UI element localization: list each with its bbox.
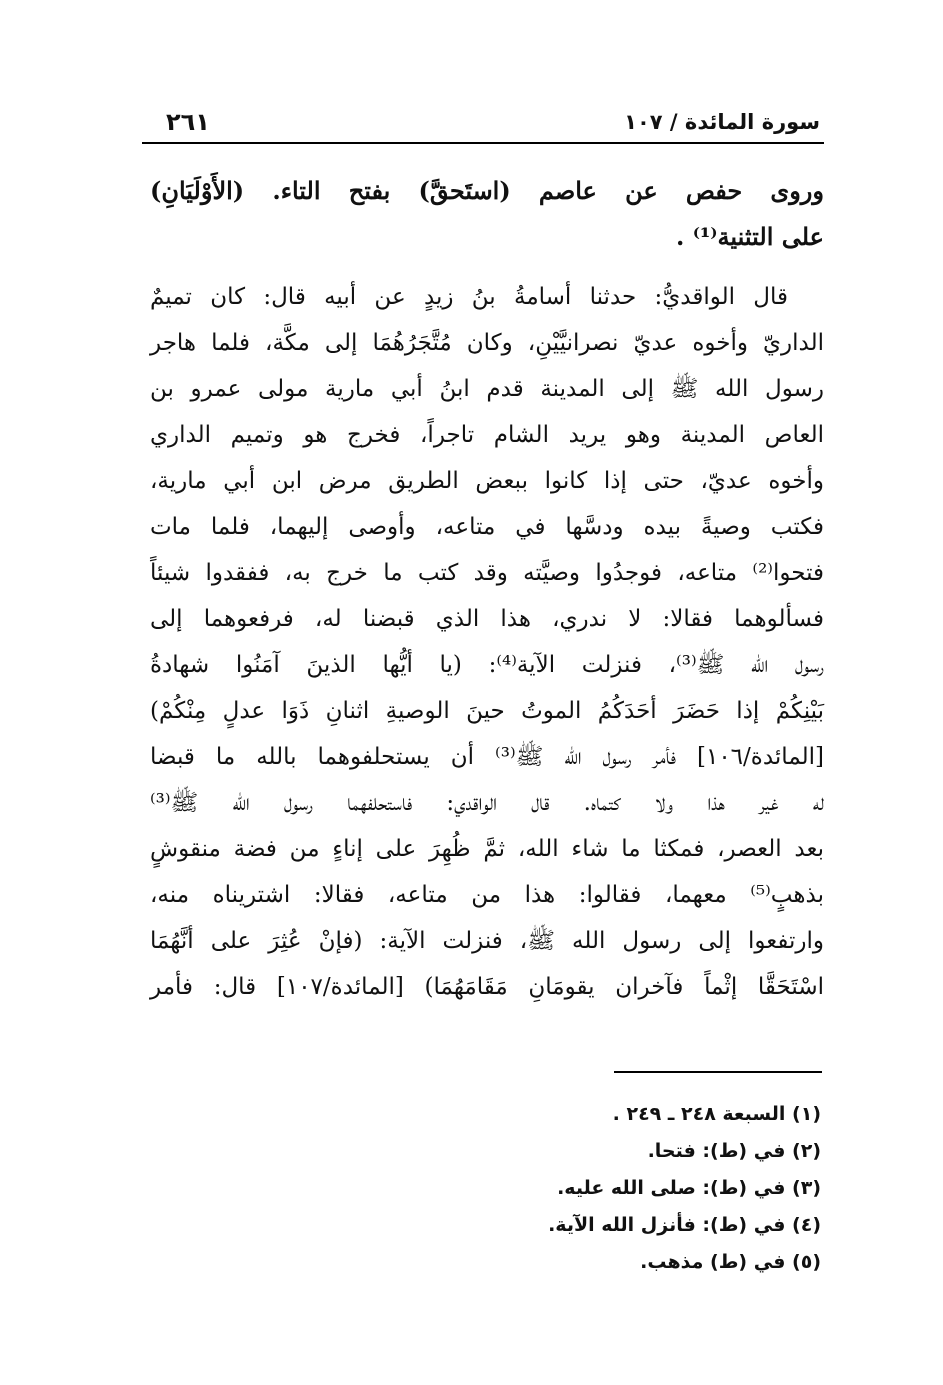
text-line: الداريّ وأخوه عديّ نصرانيَّيْنِ، وكان مُتَّجَرُهُمَا إلى مكَّة، فلما هاجر [150, 330, 824, 356]
text-line: اسْتَحَقَّا إثْماً فآخران يقومَانِ مَقَامَهُمَا) [المائدة/١٠٧] قال: فأمر [150, 974, 824, 1000]
main-text [150, 168, 824, 1010]
running-head: سورة المائدة / ١٠٧ [624, 110, 820, 134]
text-line: له غير هذا ولا كتماه. قال الواقدي: فاستحلفهما رسول الله ﷺ⁽³⁾ [150, 790, 824, 816]
footnote-separator [614, 1071, 822, 1073]
text-line: وروى حفص عن عاصم (استَحقَّ) بفتح التاء. (الأَوْلَيَانِ) [150, 176, 824, 205]
text-line: فتحوا⁽²⁾ متاعه، فوجدُوا وصيَّته وقد كتب ما خرج به، ففقدوا شيئاً [150, 560, 824, 586]
text-line: فسألوهما فقالا: لا ندري، هذا الذي قبضنا له، فرفعوهما إلى [150, 606, 824, 632]
paragraph-gap [150, 260, 824, 274]
page-header [142, 108, 824, 144]
text-line: بذهبٍ⁽⁵⁾ معهما، فقالوا: هذا من متاعه، فقالا: اشتريناه منه، [150, 882, 824, 908]
text-line: فكتب وصيةً بيده ودسَّها في متاعه، وأوصى إليهما، فلما مات [150, 514, 824, 540]
text-line: وأخوه عديّ، حتى إذا كانوا ببعض الطريق مرض ابن أبي مارية، [150, 468, 824, 494]
text-line: وارتفعوا إلى رسول الله ﷺ، فنزلت الآية: (فإنْ عُثِرَ على أنَّهُمَا [150, 928, 824, 954]
footnote-2: (٢) في (ط): فتحا. [647, 1140, 821, 1162]
footnote-4: (٤) في (ط): فأنزل الله الآية. [548, 1214, 821, 1236]
text-line: بَيْنِكُمْ إذا حَضَرَ أحَدَكُمُ الموتُ حينَ الوصيةِ اثنانِ ذَوَا عدلٍ مِنْكُمْ) [150, 698, 824, 724]
text-line: رسول الله ﷺ⁽³⁾، فنزلت الآية⁽⁴⁾: (يا أيُّها الذينَ آمَنُوا شهادةُ [150, 652, 824, 678]
text-line: العاص المدينة وهو يريد الشام تاجراً، فخرج هو وتميم الداري [150, 422, 824, 448]
footnotes [548, 1096, 821, 1281]
footnote-3: (٣) في (ط): صلى الله عليه. [557, 1177, 821, 1199]
text-line: قال الواقديُّ: حدثنا أسامةُ بنُ زيدٍ عن أبيه قال: كان تميمٌ [150, 284, 788, 310]
text-line: على التثنية⁽¹⁾ . [676, 222, 824, 251]
text-line: [المائدة/١٠٦] فأمر رسول الله ﷺ⁽³⁾ أن يستحلفوهما بالله ما قبضا [150, 744, 824, 770]
text-line: بعد العصر، فمكثا ما شاء الله، ثمَّ ظُهِرَ على إناءٍ من فضة منقوشٍ [150, 836, 824, 862]
text-line: رسول الله ﷺ إلى المدينة قدم ابنُ أبي مارية مولى عمرو بن [150, 376, 824, 402]
footnote-5: (٥) في (ط) مذهب. [640, 1251, 821, 1273]
page-number: ٢٦١ [166, 108, 210, 136]
footnote-1: (١) السبعة ٢٤٨ ـ ٢٤٩ . [612, 1103, 821, 1125]
